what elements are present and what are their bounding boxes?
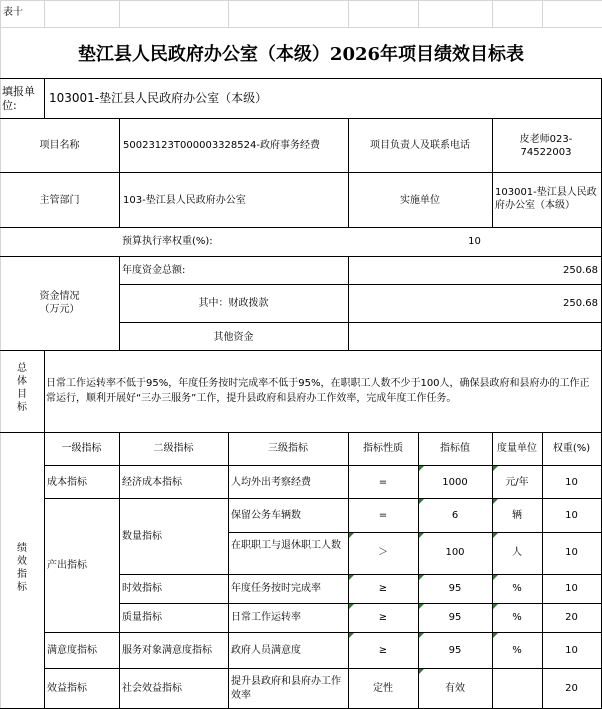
indicator-weight: 10 [565,547,578,558]
col-header-level3: 三级指标 [268,443,308,454]
level1-benefit: 效益指标 [47,683,87,694]
funds-fiscal-value: 250.68 [563,298,598,309]
funds-fiscal-label: 其中：财政拨款 [198,298,269,309]
project-name-label: 项目名称 [39,140,80,151]
level3-indicator: 政府人员满意度 [231,645,301,656]
indicator-weight: 10 [565,510,578,521]
indicator-nature: = [378,477,388,488]
level3-indicator: 日常工作运转率 [231,612,301,623]
indicator-unit: % [512,583,522,594]
indicator-weight: 10 [565,583,578,594]
cell-marker-icon [493,533,498,538]
cell-marker-icon [419,604,424,609]
indicator-weight: 10 [565,477,578,488]
cell-marker-icon [349,575,354,580]
indicator-unit: 辆 [512,510,522,521]
level2-quality: 质量指标 [122,612,162,623]
project-contact-value: 皮老师023-74522003 [519,134,573,158]
col-header-value: 指标值 [440,443,470,454]
indicator-value: 6 [451,510,459,521]
dept-label: 主管部门 [39,195,80,206]
cell-marker-icon [349,604,354,609]
sheet-tag: 表十 [3,7,23,18]
indicator-nature: ≥ [378,612,388,623]
cell-marker-icon [493,633,498,638]
page-title: 垫江县人民政府办公室（本级）2026年项目绩效目标表 [77,44,525,65]
dept-value: 103-垫江县人民政府办公室 [123,195,246,206]
cell-marker-icon [419,499,424,504]
impl-label: 实施单位 [400,195,440,206]
budget-weight-label: 预算执行率权重(%): [122,236,213,247]
cell-marker-icon [349,633,354,638]
level3-indicator: 人均外出考察经费 [231,477,311,488]
cell-marker-icon [419,669,424,674]
indicator-nature: ≥ [378,645,388,656]
cell-marker-icon [493,466,498,471]
col-header-unit: 度量单位 [497,443,537,454]
level2-quantity: 数量指标 [122,531,162,542]
indicator-unit: 元/年 [505,477,529,488]
indicator-nature: ＞ [378,547,388,558]
budget-weight-value: 10 [468,236,481,247]
cell-marker-icon [349,533,354,538]
funds-label: 资金情况 （万元） [39,291,80,315]
indicator-unit: 人 [512,547,522,558]
level3-indicator: 在职职工与退休职工人数 [231,540,341,551]
indicator-value: 95 [448,583,462,594]
indicator-value: 100 [445,547,465,558]
level3-indicator: 保留公务车辆数 [231,510,301,521]
indicator-weight: 10 [565,645,578,656]
impl-value: 103001-垫江县人民政府办公室（本级） [495,187,597,211]
level1-satisfaction: 满意度指标 [47,645,97,656]
overall-goal-label: 总 体 目 标 [17,363,27,413]
level2-economic-cost: 经济成本指标 [122,477,182,488]
cell-marker-icon [493,499,498,504]
funds-total-label: 年度资金总额: [122,265,186,276]
level3-indicator: 年度任务按时完成率 [231,583,321,594]
indicator-unit: % [512,612,522,623]
level3-indicator: 提升县政府和县府办工作效率 [231,676,341,701]
filler-label: 填报单位: [2,85,35,112]
indicator-value: 95 [448,645,462,656]
indicator-value: 有效 [445,683,465,694]
level2-timeliness: 时效指标 [122,583,162,594]
overall-goal-text: 日常工作运转率不低于95%，年度任务按时完成率不低于95%，在职职工人数不少于100人，确保县政府和县府办的工作正常运行，顺利开展好“三办三服务”工作，提升县政府和县府办工作效率，完成年度工作任务。 [46,378,590,404]
project-contact-label: 项目负责人及联系电话 [370,140,470,151]
indicator-value: 95 [448,612,462,623]
col-header-weight: 权重(%) [552,443,591,454]
cell-marker-icon [419,575,424,580]
filler-value: 103001-垫江县人民政府办公室（本级） [49,91,268,105]
cell-marker-icon [419,466,424,471]
col-header-level2: 二级指标 [153,443,194,454]
cell-marker-icon [493,575,498,580]
indicator-nature: = [378,510,388,521]
cell-marker-icon [419,633,424,638]
indicator-value: 1000 [442,477,468,488]
funds-other-label: 其他资金 [213,332,254,343]
indicator-weight: 20 [565,612,578,623]
col-header-level1: 一级指标 [61,443,102,454]
level1-output: 产出指标 [47,560,87,571]
indicator-nature: ≥ [378,583,388,594]
indicator-nature: 定性 [373,683,393,694]
level2-social-benefit: 社会效益指标 [122,683,182,694]
col-header-nature: 指标性质 [363,443,403,454]
project-name-value: 50023123T000003328524-政府事务经费 [123,140,320,151]
indicator-unit: % [512,645,522,656]
funds-total-value: 250.68 [563,265,598,276]
cell-marker-icon [493,604,498,609]
level2-service-satisfaction: 服务对象满意度指标 [122,645,212,656]
cell-marker-icon [419,533,424,538]
perf-label: 绩 效 指 标 [17,543,27,593]
level1-cost: 成本指标 [47,477,87,488]
indicator-weight: 20 [565,683,578,694]
